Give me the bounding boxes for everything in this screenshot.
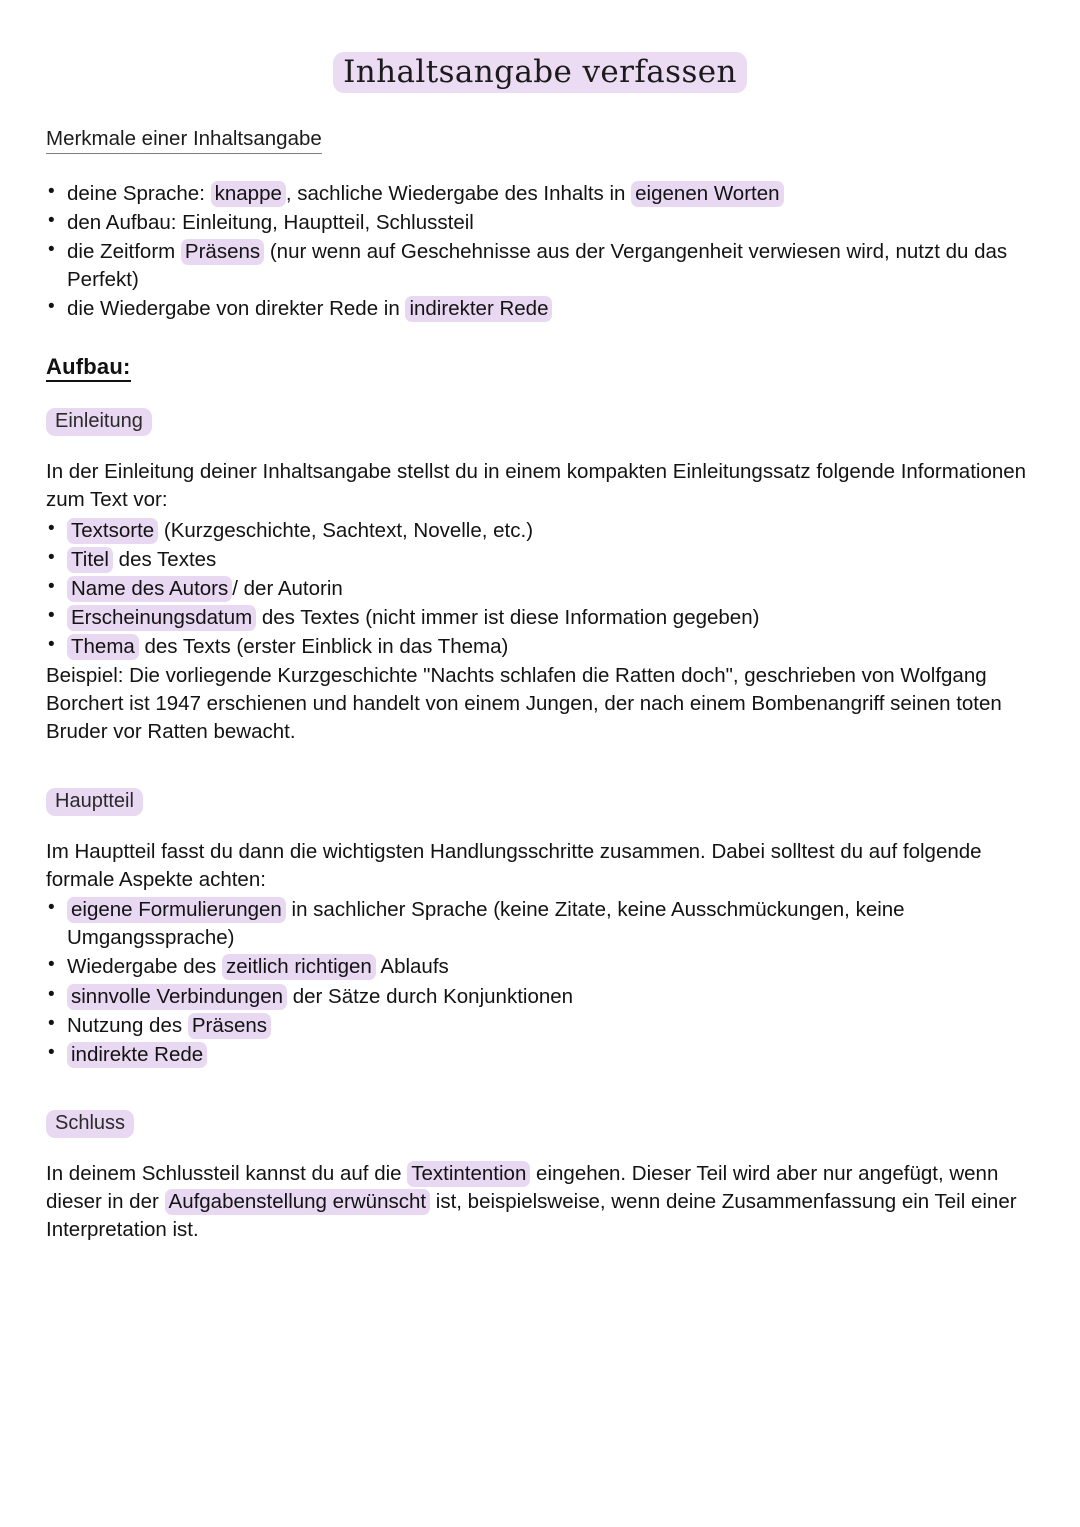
list-item [46, 1041, 1034, 1069]
schluss-heading-wrap [46, 1110, 1034, 1160]
list-item [46, 896, 1034, 952]
list-item [46, 546, 1034, 574]
highlighted-term: zeitlich richtigen [222, 954, 376, 980]
highlighted-term: indirekter Rede [405, 296, 552, 322]
section-hauptteil [46, 788, 1034, 1069]
list-item [46, 238, 1034, 294]
title-row [46, 52, 1034, 93]
einleitung-heading: Einleitung [46, 408, 152, 436]
highlighted-term: Präsens [181, 239, 264, 265]
merkmale-heading-wrap [46, 127, 1034, 180]
text-run: (nur wenn auf Geschehnisse aus der Vergangenheit verwiesen wird, nutzt du das Perfekt) [67, 240, 1008, 292]
text-run: deine Sprache: [67, 182, 211, 205]
text-run: in sachlicher Sprache (keine Zitate, keine Ausschmückungen, keine Umgangssprache) [67, 898, 905, 950]
highlighted-term: Textsorte [67, 518, 158, 544]
einleitung-heading-wrap [46, 408, 1034, 458]
highlighted-term: Präsens [188, 1013, 271, 1039]
text-run: / der Autorin [232, 576, 343, 600]
list-item [46, 1012, 1034, 1040]
list-item [46, 295, 1034, 323]
highlighted-term: sinnvolle Verbindungen [67, 984, 287, 1010]
text-run: des Texts (erster Einblick in das Thema) [138, 634, 509, 658]
einleitung-beispiel: Beispiel: Die vorliegende Kurzgeschichte "Nachts schlafen die Ratten doch", geschrieben von Wolfgang Borchert ist 1947 erschienen und handelt von einem Jungen, der nach einem Bombenangriff seinen toten Bruder vor Ratten bewacht. [46, 663, 1002, 744]
aufbau-heading-wrap [46, 324, 1034, 408]
text-run: die Zeitform [67, 240, 181, 264]
einleitung-intro: In der Einleitung deiner Inhaltsangabe stellst du in einem kompakten Einleitungssatz folgende Informationen zum Text vor: [46, 460, 1027, 512]
section-einleitung [46, 408, 1034, 746]
text-run: ist, beispielsweise, wenn deine Zusammenfassung ein Teil einer Interpretation ist. [46, 1189, 1017, 1241]
text-run: der Sätze durch Konjunktionen [287, 984, 574, 1008]
highlighted-term: Aufgabenstellung erwünscht [165, 1189, 431, 1215]
list-item [46, 575, 1034, 603]
text-run: , sachliche Wiedergabe des Inhalts in [285, 182, 632, 205]
hauptteil-heading: Hauptteil [46, 788, 143, 816]
merkmale-list [46, 180, 1034, 323]
hauptteil-heading-wrap [46, 788, 1034, 838]
text-run: Ablaufs [375, 955, 449, 979]
hauptteil-intro: Im Hauptteil fasst du dann die wichtigsten Handlungsschritte zusammen. Dabei solltest du auf folgende formale Aspekte achten: [46, 840, 982, 892]
text-run: den Aufbau: Einleitung, Hauptteil, Schlussteil [67, 211, 474, 235]
text-run: Wiedergabe des [67, 955, 222, 979]
highlighted-term: indirekte Rede [67, 1042, 207, 1068]
highlighted-term: Name des Autors [67, 576, 232, 602]
text-run: (Kurzgeschichte, Sachtext, Novelle, etc.) [158, 518, 534, 542]
highlighted-term: Thema [67, 634, 139, 660]
list-item [46, 953, 1034, 981]
text-run: Nutzung des [67, 1013, 188, 1037]
list-item [46, 517, 1034, 545]
highlighted-term: knappe [211, 181, 286, 207]
merkmale-heading: Merkmale einer Inhaltsangabe [46, 127, 322, 154]
hauptteil-list [46, 896, 1034, 1068]
section-merkmale [46, 127, 1034, 323]
text-run: des Textes (nicht immer ist diese Information gegeben) [256, 605, 760, 629]
einleitung-list [46, 517, 1034, 661]
highlighted-term: Titel [67, 547, 113, 573]
section-schluss [46, 1110, 1034, 1244]
aufbau-heading: Aufbau: [46, 354, 131, 382]
list-item [46, 633, 1034, 661]
text-run: eingehen. Dieser Teil wird aber nur angefügt, wenn dieser in der [46, 1161, 999, 1213]
text-run: die Wiedergabe von direkter Rede in [67, 297, 406, 321]
list-item [46, 983, 1034, 1011]
highlighted-term: eigene Formulierungen [67, 897, 286, 923]
list-item [46, 180, 1034, 208]
text-run: des Textes [112, 547, 217, 571]
schluss-heading: Schluss [46, 1110, 134, 1138]
list-item [46, 209, 1034, 237]
list-item [46, 604, 1034, 632]
highlighted-term: eigenen Worten [631, 181, 783, 207]
highlighted-term: Erscheinungsdatum [67, 605, 256, 631]
highlighted-term: Textintention [407, 1161, 530, 1187]
text-run: In deinem Schlussteil kannst du auf die [46, 1161, 408, 1185]
schluss-paragraph [46, 1160, 1034, 1244]
page-title: Inhaltsangabe verfassen [333, 52, 747, 93]
